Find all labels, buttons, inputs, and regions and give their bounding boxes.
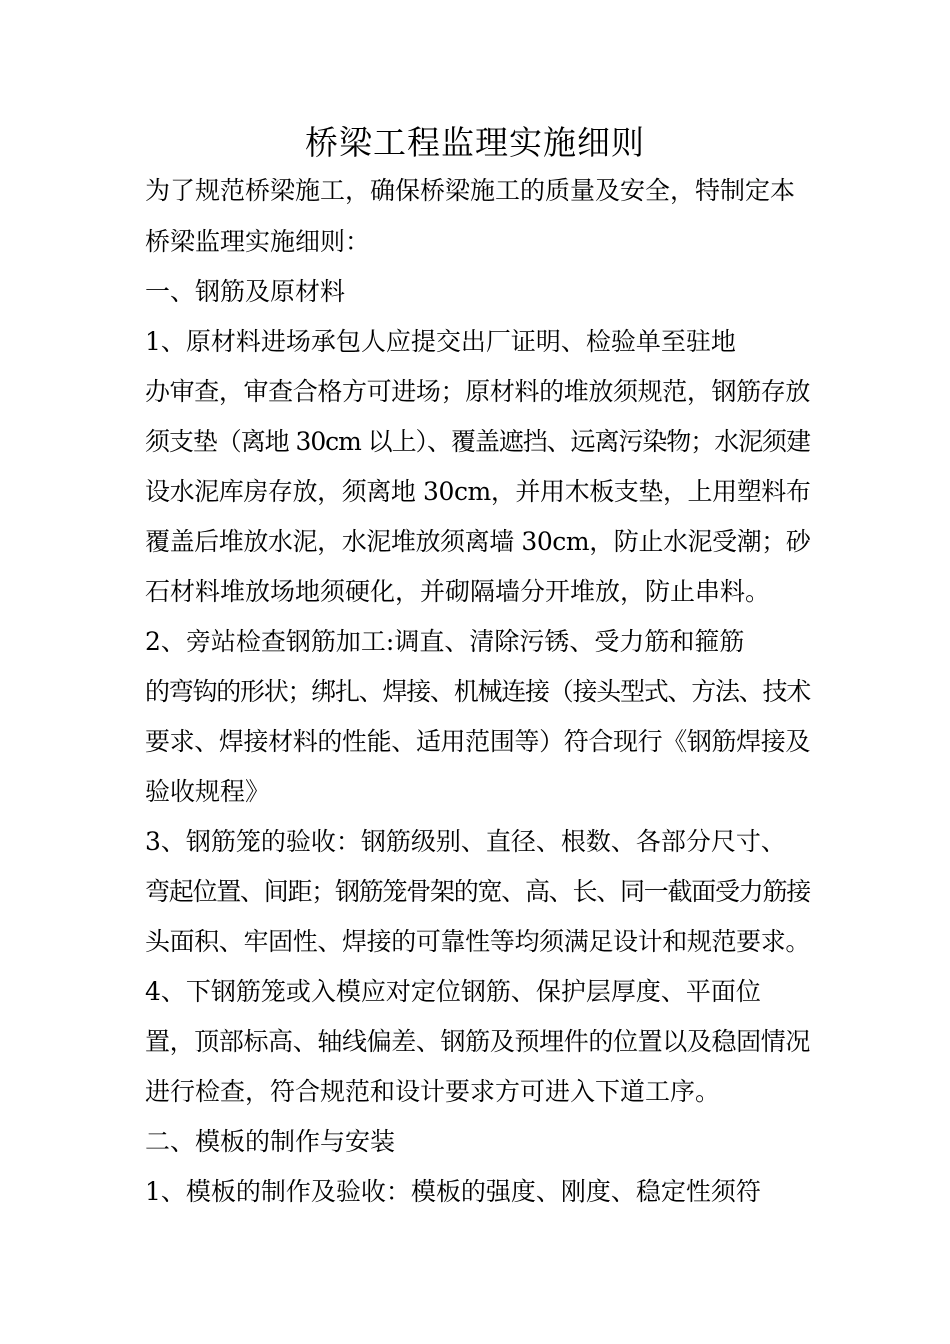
paragraph-line: 须支垫（离地 30cm 以上）、覆盖遮挡、远离污染物；水泥须建 [145,427,810,456]
section-heading: 一、钢筋及原材料 [145,277,346,306]
paragraph-line: 2、旁站检查钢筋加工:调直、清除污锈、受力筋和箍筋 [145,627,745,656]
paragraph-line: 4、下钢筋笼或入模应对定位钢筋、保护层厚度、平面位 [145,977,761,1006]
paragraph-line: 3、钢筋笼的验收：钢筋级别、直径、根数、各部分尺寸、 [145,827,786,856]
paragraph-line: 石材料堆放场地须硬化，并砌隔墙分开堆放，防止串料。 [145,577,771,606]
paragraph-line: 为了规范桥梁施工，确保桥梁施工的质量及安全，特制定本 [145,176,796,205]
paragraph-line: 1、模板的制作及验收：模板的强度、刚度、稳定性须符 [145,1177,761,1206]
paragraph-line: 桥梁监理实施细则： [145,227,371,256]
paragraph-line: 1、原材料进场承包人应提交出厂证明、检验单至驻地 [145,327,736,356]
section-heading: 二、模板的制作与安装 [145,1127,396,1156]
paragraph-line: 头面积、牢固性、焊接的可靠性等均须满足设计和规范要求。 [145,927,811,956]
paragraph-line: 要求、焊接材料的性能、适用范围等）符合现行《钢筋焊接及 [145,727,811,756]
page-title: 桥梁工程监理实施细则 [305,123,645,162]
paragraph-line: 置，顶部标高、轴线偏差、钢筋及预埋件的位置以及稳固情况 [145,1027,811,1056]
paragraph-line: 设水泥库房存放，须离地 30cm，并用木板支垫，上用塑料布 [145,477,811,506]
paragraph-line: 的弯钩的形状；绑扎、焊接、机械连接（接头型式、方法、技术 [145,677,811,706]
paragraph-line: 覆盖后堆放水泥，水泥堆放须离墙 30cm，防止水泥受潮；砂 [145,527,811,556]
paragraph-line: 弯起位置、间距；钢筋笼骨架的宽、高、长、同一截面受力筋接 [145,877,811,906]
paragraph-line: 进行检查，符合规范和设计要求方可进入下道工序。 [145,1077,721,1106]
paragraph-line: 办审查，审查合格方可进场；原材料的堆放须规范，钢筋存放 [145,377,811,406]
paragraph-line: 验收规程》 [145,777,271,806]
